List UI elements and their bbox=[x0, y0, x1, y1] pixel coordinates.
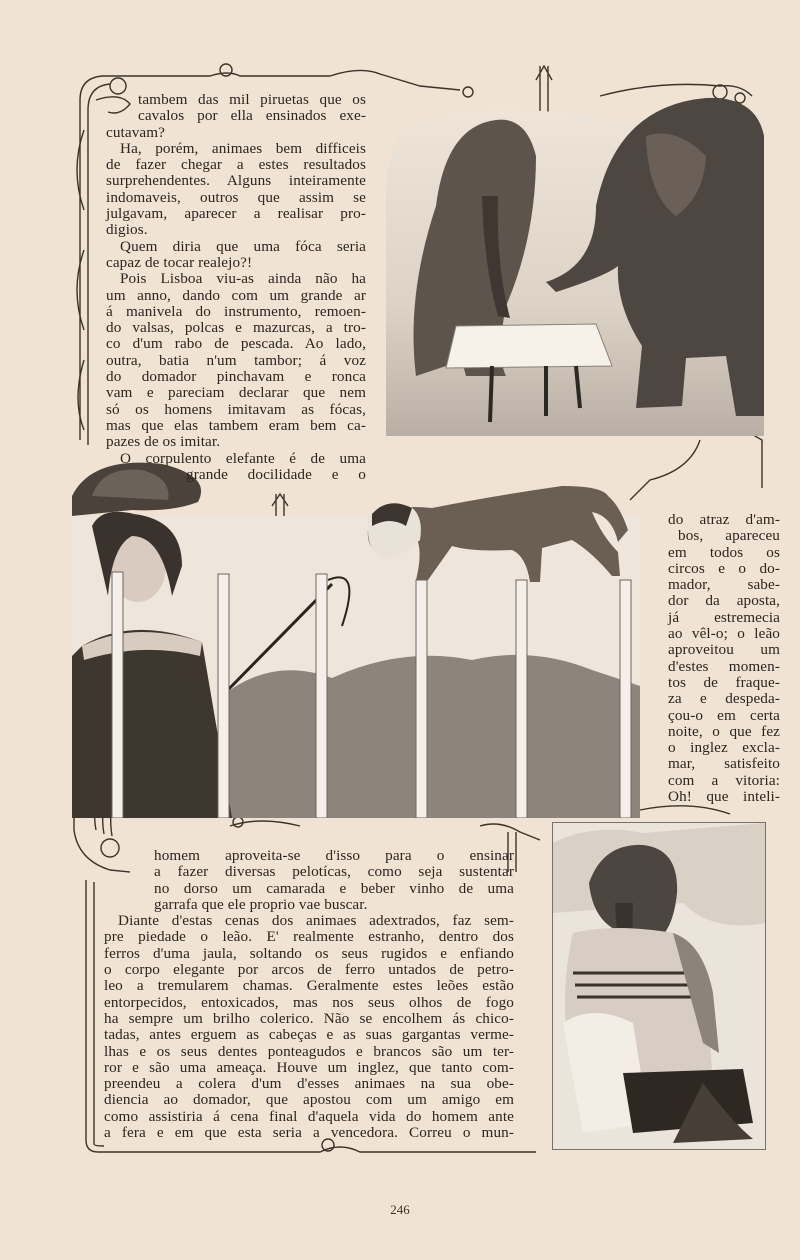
text-line: com a vitoria: bbox=[668, 771, 780, 789]
text-line: co d'um rabo de pescada. Ao lado, bbox=[106, 335, 366, 353]
text-line: bos, apareceu bbox=[678, 527, 780, 545]
text-line: d'estes momen- bbox=[668, 657, 780, 675]
text-line: homem aproveita-se d'isso para o ensinar bbox=[154, 847, 514, 864]
elephant-dressed-image bbox=[553, 823, 765, 1149]
text-line: O corpulento elefante é de uma bbox=[120, 449, 366, 467]
text-line: ao vêl-o; o leão bbox=[668, 625, 780, 643]
text-line: lhas e os seus dentes ponteagudos e brancos são um ter- bbox=[104, 1042, 514, 1060]
text-line: só os homens imitavam as fócas, bbox=[106, 400, 366, 418]
text-line: digios. bbox=[106, 221, 148, 239]
page-number: 246 bbox=[390, 1202, 410, 1217]
text-line: tambem das mil piruetas que os bbox=[138, 91, 366, 108]
text-line: pazes de os imitar. bbox=[106, 433, 221, 451]
text-line: a fazer diversas pelotícas, como seja sustentar bbox=[154, 863, 514, 881]
text-line: mador, sabe- bbox=[668, 576, 780, 594]
text-line: em todos os bbox=[668, 543, 780, 561]
text-line: de fazer chegar a estes resultados bbox=[106, 156, 366, 174]
text-line: outra, batia n'um tambor; á voz bbox=[106, 351, 366, 369]
text-line: mar, satisfeito bbox=[668, 755, 780, 773]
text-line: tos de fraque- bbox=[668, 673, 780, 691]
elephant-dressed-photo bbox=[552, 822, 766, 1150]
article-text-right-column bbox=[668, 512, 780, 805]
text-line: cutavam? bbox=[106, 123, 165, 141]
dog-image bbox=[72, 456, 640, 818]
text-line: o corpo elegante por arcos de ferro untados de petro- bbox=[104, 961, 514, 979]
text-line: pre piedade o leão. E' realmente estranho, dentro dos bbox=[104, 928, 514, 946]
text-line: ror e são uma ameaça. Houve um inglez, que tanto com- bbox=[104, 1058, 514, 1076]
text-line: noite, o que fez bbox=[668, 722, 780, 740]
text-line: como assistiria á cena final d'aquela vida do homem ante bbox=[104, 1107, 514, 1125]
text-line: indomaveis, outros que assim se bbox=[106, 188, 366, 206]
text-line: entorpecidos, entoxicados, mas nos seus olhos de fogo bbox=[104, 993, 514, 1011]
text-line: grande docilidade e o bbox=[186, 465, 366, 483]
text-line: o inglez excla- bbox=[668, 739, 780, 757]
dog-on-posts-photo bbox=[72, 456, 640, 818]
text-line: preendeu a colera d'um d'esses animaes na sua obe- bbox=[104, 1075, 514, 1093]
text-line: Diante d'estas cenas dos animaes adextrados, faz sem- bbox=[118, 912, 514, 930]
text-line: do valsas, polcas e mazurcas, a tro- bbox=[106, 319, 366, 337]
text-line: leo a tremularem chamas. Geralmente estes leões estão bbox=[104, 977, 514, 995]
text-line: já estremecia bbox=[668, 608, 780, 626]
text-line: diencia ao domador, que apostou com um amigo em bbox=[104, 1091, 514, 1109]
text-line: do atraz d'am- bbox=[668, 511, 780, 528]
text-line: a fera e em que esta seria a vencedora. Correu o mun- bbox=[104, 1124, 514, 1142]
article-text-top-left bbox=[106, 92, 366, 483]
elephants-image bbox=[386, 96, 764, 436]
text-line: mas que elas tambem eram bem ca- bbox=[106, 416, 366, 434]
text-line: Ha, porém, animaes bem difficeis bbox=[120, 139, 366, 157]
text-line: Pois Lisboa viu-as ainda não ha bbox=[120, 270, 366, 288]
text-line: ha sempre um brilho colerico. Não se encolhem ás chico- bbox=[104, 1009, 514, 1027]
text-line: á manivela do instrumento, remoen- bbox=[106, 302, 366, 320]
article-text-bottom bbox=[104, 848, 514, 1141]
text-line: do domador pinchavam e ronca bbox=[106, 368, 366, 386]
text-line: çou-o em certa bbox=[668, 706, 780, 724]
text-line: za e despeda- bbox=[668, 690, 780, 708]
text-line: um anno, dando com um grande ar bbox=[106, 286, 366, 304]
elephants-table-photo bbox=[386, 96, 764, 436]
text-line: garrafa que ele proprio vae buscar. bbox=[154, 895, 368, 913]
text-line: no dorso um camarada e beber vinho de uma bbox=[154, 879, 514, 897]
text-line: aproveitou um bbox=[668, 641, 780, 659]
text-line: ferros d'uma jaula, soltando os seus rugidos e enfiando bbox=[104, 944, 514, 962]
text-line: Oh! que inteli- bbox=[668, 788, 780, 806]
text-line: vam e pareciam declarar que nem bbox=[106, 384, 366, 402]
text-line: cavalos por ella ensinados exe- bbox=[138, 107, 366, 125]
text-line: capaz de tocar realejo?! bbox=[106, 253, 253, 271]
text-line: surprehendentes. Alguns inteiramente bbox=[106, 172, 366, 190]
text-line: Quem diria que uma fóca seria bbox=[120, 237, 366, 255]
text-line: dor da aposta, bbox=[668, 592, 780, 610]
text-line: tadas, antes erguem as cabeças e as suas gargantas verme- bbox=[104, 1026, 514, 1044]
text-line: circos e o do- bbox=[668, 559, 780, 577]
text-line: julgavam, aparecer a realisar pro- bbox=[106, 205, 366, 223]
